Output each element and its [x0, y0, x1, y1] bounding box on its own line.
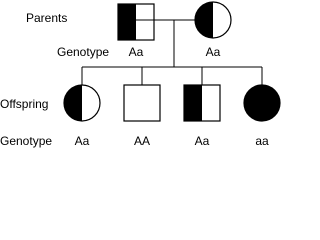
offspring-1-symbol — [64, 85, 100, 121]
offspring-3-symbol — [184, 85, 220, 121]
father-genotype: Aa — [128, 45, 144, 59]
offspring-1-genotype: Aa — [74, 134, 90, 148]
offspring-2-symbol — [124, 85, 160, 121]
offspring-row-label: Offspring — [0, 97, 49, 111]
father-affected-half — [118, 4, 136, 40]
offspring-3-affected-half — [184, 85, 202, 121]
offspring-2-square-outline — [124, 85, 160, 121]
offspring-3-genotype: Aa — [194, 134, 210, 148]
father-symbol — [118, 4, 154, 40]
offspring-genotype-row-label: Genotype — [0, 134, 53, 148]
parents-row-label: Parents — [26, 11, 68, 25]
offspring-4-circle-filled — [244, 85, 280, 121]
mother-genotype: Aa — [205, 45, 221, 59]
mother-symbol — [195, 2, 231, 38]
offspring-2-genotype: AA — [133, 134, 151, 148]
offspring-1-affected-half — [64, 85, 82, 121]
parents-genotype-row-label: Genotype — [57, 45, 110, 59]
offspring-4-symbol — [244, 85, 280, 121]
mother-affected-half — [195, 2, 213, 38]
offspring-4-genotype: aa — [255, 134, 269, 148]
